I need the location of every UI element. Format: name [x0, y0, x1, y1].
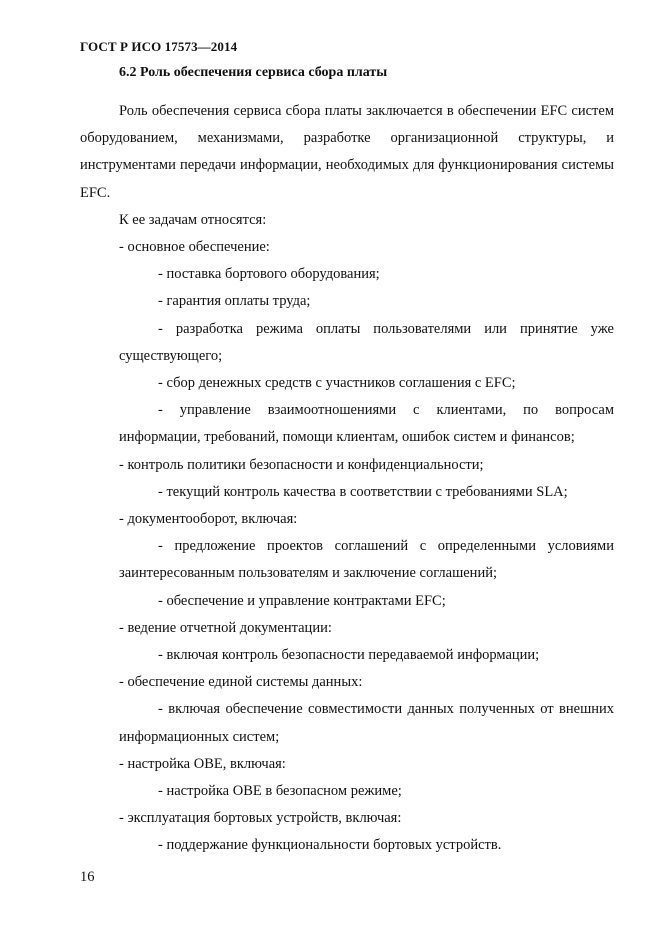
section-title: 6.2 Роль обеспечения сервиса сбора платы [119, 65, 388, 80]
list-item: - текущий контроль качества в соответствии с требованиями SLA; [158, 483, 568, 500]
list-item: - разработка режима оплаты пользователями или принятие уже существующего; [119, 320, 614, 364]
list-item: - основное обеспечение: [119, 239, 270, 256]
list-item: - предложение проектов соглашений с определенными условиями заинтересованным пользователям и заключение соглашений; [119, 538, 614, 582]
list-item: - гарантия оплаты труда; [158, 293, 311, 310]
list-item: - обеспечение и управление контрактами EFC; [158, 592, 446, 609]
list-item: - документооборот, включая: [119, 511, 298, 528]
list-item: - поставка бортового оборудования; [158, 266, 380, 283]
list-item: - обеспечение единой системы данных: [119, 674, 363, 691]
list-item: - настройка OBE в безопасном режиме; [158, 783, 402, 800]
section-body [80, 98, 614, 860]
tasks-lead: К ее задачам относятся: [119, 211, 267, 228]
list-item: - включая контроль безопасности передаваемой информации; [158, 647, 540, 664]
list-item: - сбор денежных средств с участников соглашения с EFC; [158, 375, 516, 392]
document-header: ГОСТ Р ИСО 17573—2014 [80, 39, 238, 54]
list-item: - ведение отчетной документации: [119, 619, 332, 636]
list-item: - поддержание функциональности бортовых устройств. [158, 837, 502, 854]
list-item: - управление взаимоотношениями с клиентами, по вопросам информации, требований, помощи клиентам, ошибок систем и финансов; [119, 402, 614, 446]
list-item: - включая обеспечение совместимости данных полученных от внешних информационных систем; [119, 701, 614, 745]
page-number: 16 [80, 869, 95, 885]
list-item: - эксплуатация бортовых устройств, включая: [119, 810, 402, 827]
intro-paragraph: Роль обеспечения сервиса сбора платы заключается в обеспечении EFC систем оборудованием, механизмами, разработке организационной структуры, и инструментами передачи информации, необходимых для функционирования системы EFC. [80, 103, 614, 201]
list-item: - контроль политики безопасности и конфиденциальности; [119, 456, 484, 473]
list-item: - настройка OBE, включая: [119, 755, 286, 772]
